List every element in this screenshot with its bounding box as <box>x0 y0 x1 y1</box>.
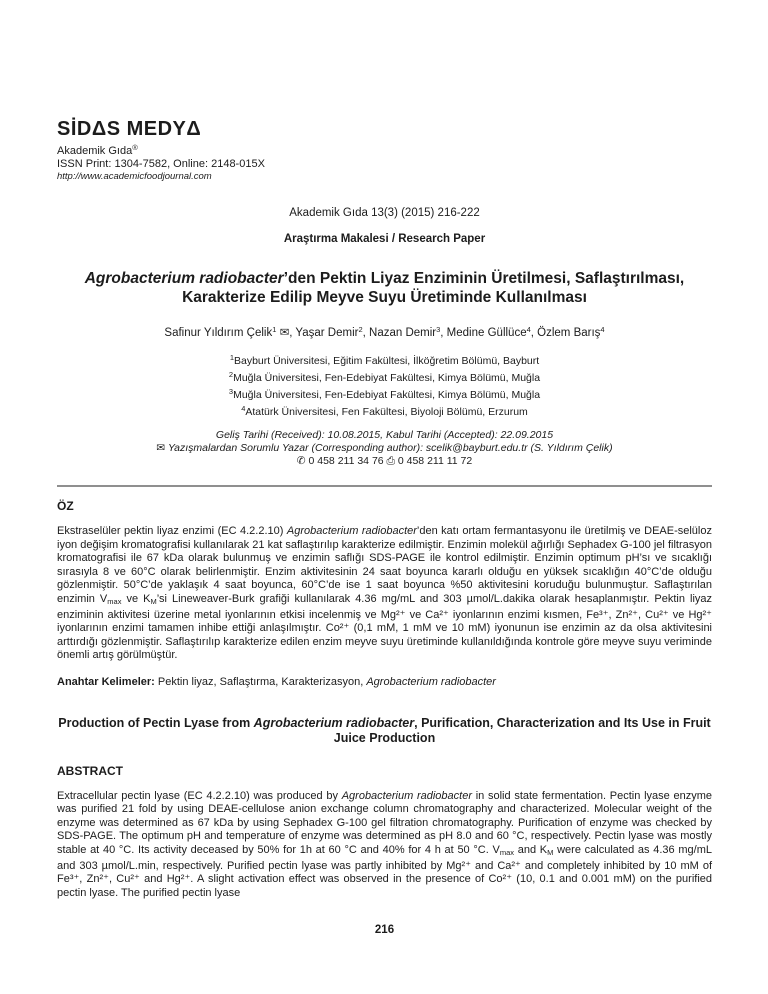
title-turkish: Agrobacterium radiobacter’den Pektin Liyaz Enziminin Üretilmesi, Saflaştırılması, Karakterize Edilip Meyve Suyu Üretiminde Kullanılması <box>84 270 685 306</box>
authors-line: Safinur Yıldırım Çelik$^1$ ✉, Yaşar Demir$^2$, Nazan Demir$^3$, Medine Güllüce$^4$, Özlem Barış$^4$ <box>164 325 605 339</box>
citation-line: Akademik Gıda 13(3) (2015) 216-222 <box>289 207 480 219</box>
publisher-logo: SİDΔS MEDYΔ <box>57 118 202 140</box>
oz-paragraph: Ekstraselüler pektin liyaz enzimi (EC 4.2.2.10) Agrobacterium radiobacter’den katı ortam fermantasyonu ile üretilmiş ve DEAE-selüloz iyon değişim kromatografisi kullanılarak 21 kat saflaştırılıp karakterize edilmiştir. Enzimin molekül ağırlığı Sephadex G-100 jel filtrasyon kromatografisi ile 67 kDa olarak bulunmuş ve enzimin saflığı SDS-PAGE ile kontrol edilmiştir. Enzimin optimum pH’sı ve sıcaklığı sırasıyla 8 ve 60°C olarak belirlenmiştir. Enzim aktivitesinin 24 saat boyunca kararlı olduğu en yüksek sıcaklığın 40°C’de olduğu gözlenmiştir. 50°C’de yaklaşık 4 saat boyunca, 60°C’de ise 1 saat boyunca %50 aktivitesini koruduğu bulunmuştur. Saflaştırılan enzimin Vmax ve KM’si Lineweaver-Burk grafiği kullanılarak 4.36 mg/mL and 303 µmol/L.dakika olarak hesaplanmıştır. Pektin liyaz enziminin aktivitesi üzerine metal iyonlarının etkisi incelenmiş ve Mg²⁺ ve Ca²⁺ iyonlarının enzimi kısmen, Fe³⁺, Zn²⁺, Cu²⁺ ve Hg²⁺ iyonlarının enzimi tamamen inhibe ettiği anlaşılmıştır. Co²⁺ (0,1 mM, 1 mM ve 10 mM) iyonunun ise enzimin az da olsa aktivitesini arttırdığı gözlenmiştir. Saflaştırılıp karakterize edilen enzim meyve suyu üretiminde kullanıldığında kontrole göre meyve suyu veriminde önemli artış görülmüştür. <box>57 525 713 662</box>
affiliation-line: $^3$Muğla Üniversitesi, Fen-Edebiyat Fakültesi, Kimya Bölümü, Muğla <box>228 387 541 401</box>
title-english: Production of Pectin Lyase from Agrobacterium radiobacter, Purification, Characterization and Its Use in Fruit Juice Production <box>58 715 711 746</box>
masthead <box>57 118 712 183</box>
registered-mark: ® <box>132 143 138 152</box>
affiliation-line: $^4$Atatürk Üniversitesi, Fen Fakültesi, Biyoloji Bölümü, Erzurum <box>241 404 528 418</box>
envelope-icon: ✉ <box>279 325 290 339</box>
page-number: 216 <box>374 924 395 937</box>
received-accepted-line: Geliş Tarihi (Received): 10.08.2015, Kabul Tarihi (Accepted): 22.09.2015 <box>215 429 554 441</box>
affiliation-line: $^2$Muğla Üniversitesi, Fen-Edebiyat Fakültesi, Kimya Bölümü, Muğla <box>228 370 541 384</box>
affiliations <box>57 351 712 419</box>
issn-line: ISSN Print: 1304-7582, Online: 2148-015X <box>57 158 265 170</box>
abstract-paragraph: Extracellular pectin lyase (EC 4.2.2.10) was produced by Agrobacterium radiobacter in solid state fermentation. Pectin lyase enzyme was purified 21 fold by using DEAE-cellulose anion exchange column chromatography and characterized. Molecular weight of the enzyme was determined as 67 kDa by using Sephadex G-100 gel filtration chromatography. Purification of enzyme was checked by SDS-PAGE. The optimum pH and temperature of enzyme was determined as pH 8.0 and 60 °C, respectively. Pectin lyase was mostly stable at 40 °C. Its activity deceased by 50% for 1h at 60 °C and 40% for 4 h at 50 °C. Vmax and KM were calculated as 4.36 mg/mL and 303 µmol/L.min, respectively. Purified pectin lyase was partly inhibited by Mg²⁺ and Ca²⁺ and completely inhibited by 10 mM of Fe³⁺, Zn²⁺, Cu²⁺ and Hg²⁺. A slight activation effect was observed in the presence of Co²⁺ (10, 0.1 and 0.001 mM) on the purified pectin lyase. The purified pectin lyase <box>57 789 712 899</box>
fax-icon: ⎙ <box>386 455 395 467</box>
abstract-heading: ABSTRACT <box>57 763 123 778</box>
section-divider <box>57 485 712 487</box>
journal-name: Akademik Gıda® <box>57 143 138 157</box>
oz-heading: ÖZ <box>57 499 74 513</box>
phone-icon: ✆ <box>296 455 306 467</box>
phone-fax-line: ✆ 0 458 211 34 76 ⎙ 0 458 211 11 72 <box>296 455 473 467</box>
keywords-line: Anahtar Kelimeler: Pektin liyaz, Saflaştırma, Karakterizasyon, Agrobacterium radiobacter <box>57 675 496 688</box>
affiliation-line: $^1$Bayburt Üniversitesi, Eğitim Fakültesi, İlköğretim Bölümü, Bayburt <box>229 353 540 367</box>
journal-url: http://www.academicfoodjournal.com <box>57 171 212 182</box>
envelope-icon: ✉ <box>156 442 166 454</box>
corresponding-author-line: ✉ Yazışmalardan Sorumlu Yazar (Corresponding author): scelik@bayburt.edu.tr (S. Yıldırım Çelik) <box>156 442 613 454</box>
article-type: Araştırma Makalesi / Research Paper <box>283 233 486 245</box>
